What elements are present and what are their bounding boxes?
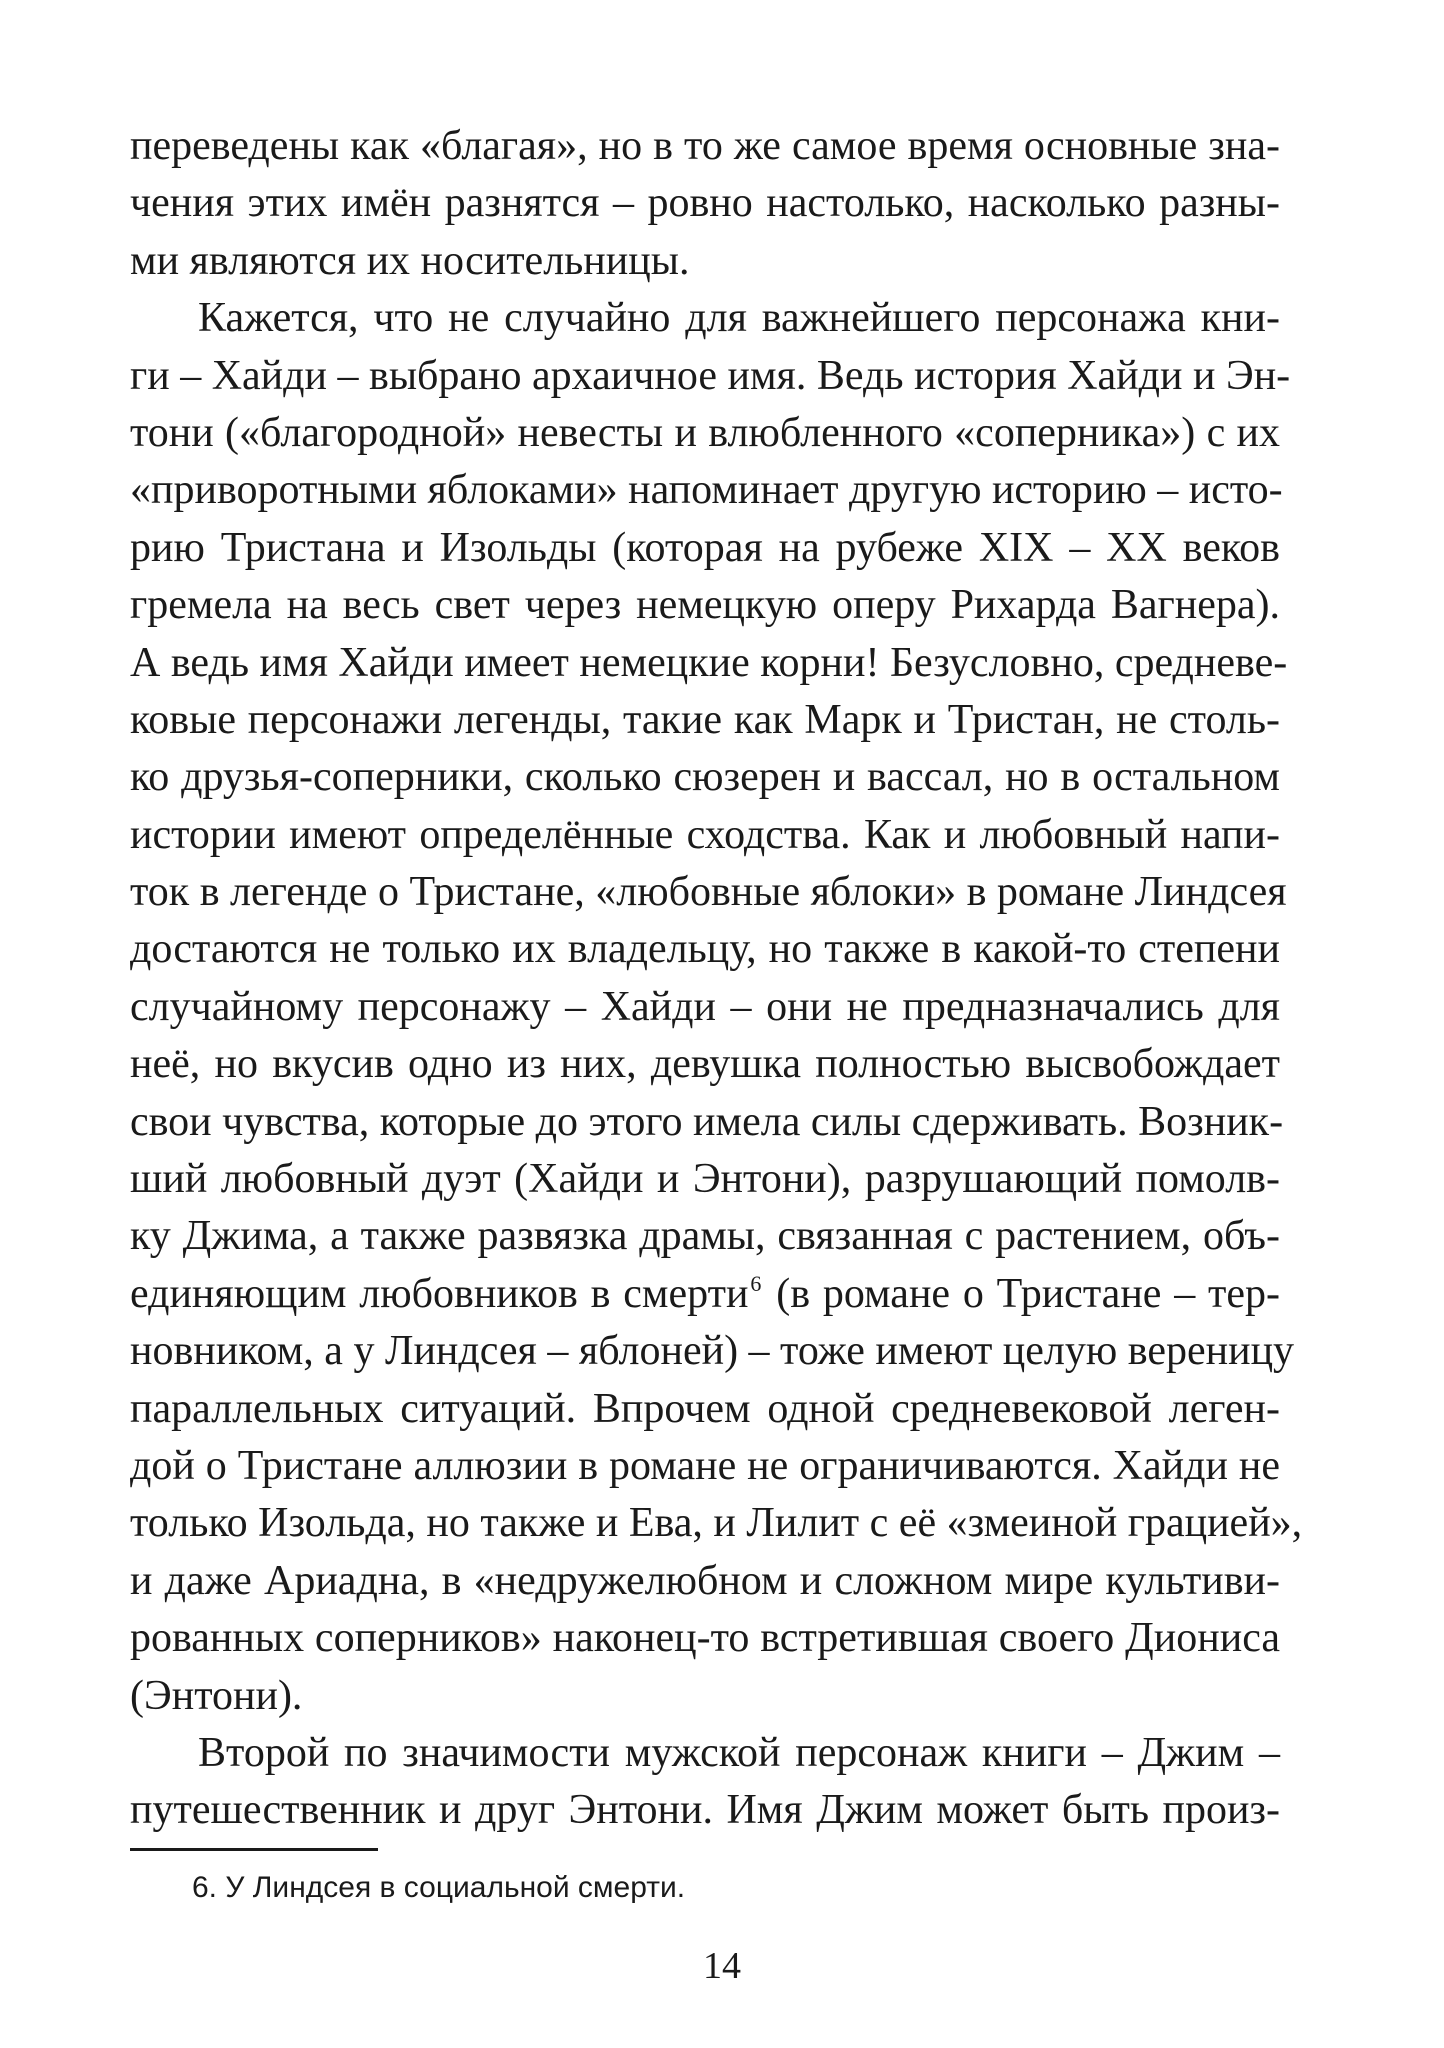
text-line: тони («благородной» невесты и влюбленного «соперника») с их [130, 409, 1280, 456]
text-line: и даже Ариадна, в «недружелюбном и сложном мире культиви- [130, 1557, 1280, 1604]
text-line: ток в легенде о Тристане, «любовные яблоки» в романе Линдсея [130, 869, 1287, 916]
text-segment: (в романе о Тристане – тер- [776, 1270, 1280, 1317]
text-line-with-footnote [130, 1266, 1280, 1323]
main-text [130, 118, 1303, 1840]
text-line: новником, а у Линдсея – яблоней) – тоже имеют целую вереницу [130, 1328, 1295, 1375]
text-line: (Энтони). [130, 1672, 303, 1719]
text-line: «приворотными яблоками» напоминает другую историю – исто- [130, 467, 1283, 514]
text-segment: единяющим любовников в смерти [130, 1270, 749, 1317]
footnote-marker[interactable]: 6 [750, 1270, 762, 1296]
text-line: рованных соперников» наконец-то встретившая своего Диониса [130, 1615, 1280, 1662]
text-line: случайному персонажу – Хайди – они не предназначались для [130, 983, 1280, 1030]
text-line: истории имеют определённые сходства. Как и любовный напи- [130, 811, 1280, 858]
footnote-text: 6. У Линдсея в социальной смерти. [192, 1871, 686, 1904]
text-line: ший любовный дуэт (Хайди и Энтони), разрушающий помолв- [130, 1156, 1280, 1203]
text-line: переведены как «благая», но в то же самое время основные зна- [130, 123, 1280, 169]
text-line: ковые персонажи легенды, такие как Марк и Тристан, не столь- [130, 696, 1280, 743]
text-line: А ведь имя Хайди имеет немецкие корни! Безусловно, средневе- [130, 639, 1288, 686]
text-line: ми являются их носительницы. [130, 237, 690, 284]
text-line: свои чувства, которые до этого имела силы сдерживать. Возник- [130, 1098, 1284, 1145]
footnote-divider [130, 1848, 378, 1851]
text-line: ко друзья-соперники, сколько сюзерен и вассал, но в остальном [130, 754, 1280, 801]
text-line: дой о Тристане аллюзии в романе не ограничиваются. Хайди не [130, 1442, 1280, 1489]
text-line: путешественник и друг Энтони. Имя Джим может быть произ- [130, 1787, 1280, 1834]
text-line: ги – Хайди – выбрано архаичное имя. Ведь история Хайди и Эн- [130, 352, 1291, 399]
text-line: только Изольда, но также и Ева, и Лилит с её «змеиной грацией», [130, 1500, 1303, 1547]
text-line: рию Тристана и Изольды (которая на рубеже XIX – XX веков [130, 524, 1280, 571]
text-line: Второй по значимости мужской персонаж книги – Джим – [198, 1729, 1280, 1776]
text-line: гремела на весь свет через немецкую оперу Рихарда Вагнера). [130, 582, 1280, 629]
page-number: 14 [703, 1945, 741, 1987]
text-line: Кажется, что не случайно для важнейшего персонажа кни- [198, 295, 1280, 342]
text-line: ку Джима, а также развязка драмы, связанная с растением, объ- [130, 1213, 1280, 1260]
text-line: неё, но вкусив одно из них, девушка полностью высвобождает [130, 1041, 1280, 1088]
text-line: достаются не только их владельцу, но также в какой-то степени [130, 926, 1280, 973]
text-line: параллельных ситуаций. Впрочем одной средневековой леген- [130, 1385, 1280, 1432]
text-line: чения этих имён разнятся – ровно настолько, насколько разны- [130, 180, 1280, 227]
